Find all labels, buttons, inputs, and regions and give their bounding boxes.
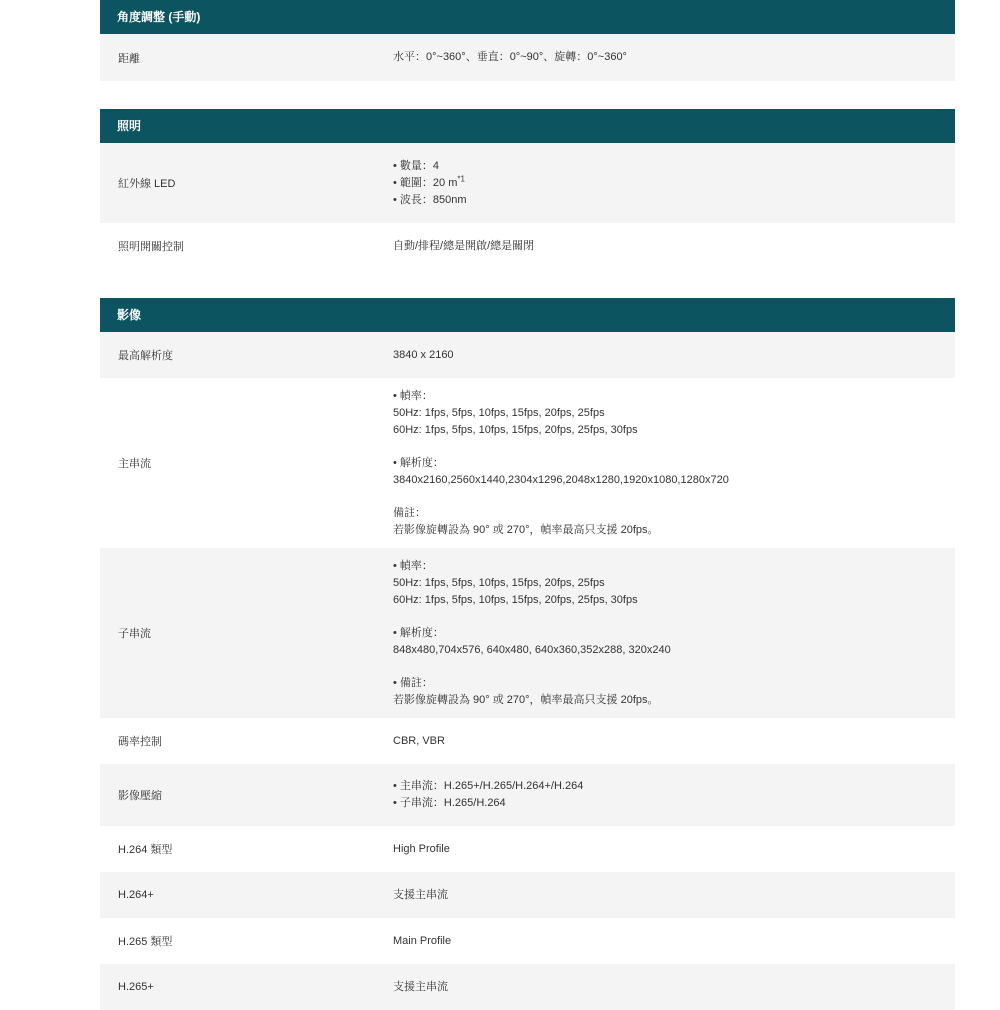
resolution-title: • 解析度： (393, 626, 444, 639)
section-angle (100, 0, 955, 81)
spec-label: 主串流 (118, 458, 151, 470)
ir-range: • 範圍：20 $m^{*1}$ (393, 173, 465, 189)
spec-value (375, 548, 955, 718)
spec-value (375, 764, 955, 826)
resolution-list: 3840x2160,2560x1440,2304x1296,2048x1280,1920x1080,1280x720 (393, 473, 729, 486)
fps-50hz: 50Hz: 1fps, 5fps, 10fps, 15fps, 20fps, 25fps (393, 576, 605, 589)
fps-50hz: 50Hz: 1fps, 5fps, 10fps, 15fps, 20fps, 25fps (393, 406, 605, 419)
spec-value: High Profile (393, 842, 450, 855)
spec-row-h265-type (100, 918, 955, 964)
note-text: 若影像旋轉設為 90° 或 270°，幀率最高只支援 20fps。 (393, 523, 659, 536)
spec-value: 水平：0°~360°、垂直：0°~90°、旋轉：0°~360° (393, 51, 627, 63)
spec-value: 3840 x 2160 (393, 348, 454, 361)
spec-label: 碼率控制 (118, 736, 162, 748)
compression-main: • 主串流：H.265+/H.265/H.264+/H.264 (393, 780, 584, 792)
spec-label: 影像壓縮 (118, 790, 162, 802)
compression-sub: • 子串流：H.265/H.264 (393, 797, 506, 809)
footnote-marker: *1 (457, 173, 465, 183)
spec-row-distance (100, 34, 955, 81)
section-lighting (100, 109, 955, 269)
spec-row-sub-stream (100, 548, 955, 718)
spec-value: 支援主串流 (393, 888, 448, 901)
ir-wavelength: • 波長：850nm (393, 193, 467, 206)
fps-title: • 幀率： (393, 559, 433, 572)
spec-label: 照明開關控制 (118, 241, 184, 253)
spec-value: CBR, VBR (393, 734, 445, 747)
spec-label: 紅外線 LED (118, 178, 176, 190)
spec-row-max-resolution (100, 332, 955, 378)
spec-row-compression (100, 764, 955, 826)
spec-value: Main Profile (393, 934, 452, 947)
spec-label: H.264+ (118, 889, 154, 901)
spec-row-main-stream (100, 378, 955, 548)
spec-value (375, 143, 955, 223)
spec-value (375, 378, 955, 548)
section-header-video: 影像 (100, 298, 955, 332)
note-title: 備註： (393, 506, 426, 519)
section-header-lighting: 照明 (100, 109, 955, 143)
spec-label: 距離 (118, 52, 140, 65)
spec-label: H.265+ (118, 981, 154, 993)
spec-row-light-control (100, 223, 955, 269)
spec-label: H.264 類型 (118, 844, 173, 856)
ir-count: • 數量：4 (393, 159, 440, 172)
spec-row-h264-plus (100, 872, 955, 918)
resolution-list: 848x480,704x576, 640x480, 640x360,352x288, 320x240 (393, 643, 671, 656)
spec-label: H.265 類型 (118, 936, 173, 948)
spec-row-h264-type (100, 826, 955, 872)
spec-label: 子串流 (118, 628, 151, 640)
fps-60hz: 60Hz: 1fps, 5fps, 10fps, 15fps, 20fps, 25fps, 30fps (393, 423, 638, 436)
fps-title: • 幀率： (393, 389, 433, 402)
resolution-title: • 解析度： (393, 456, 444, 469)
section-video (100, 298, 955, 1010)
spec-row-bitrate (100, 718, 955, 764)
spec-value: 自動/排程/總是開啟/總是關閉 (393, 239, 535, 252)
fps-60hz: 60Hz: 1fps, 5fps, 10fps, 15fps, 20fps, 25fps, 30fps (393, 593, 638, 606)
note-text: 若影像旋轉設為 90° 或 270°，幀率最高只支援 20fps。 (393, 693, 659, 706)
spec-row-h265-plus (100, 964, 955, 1010)
spec-row-ir-led (100, 143, 955, 223)
spec-value: 支援主串流 (393, 980, 448, 993)
spec-label: 最高解析度 (118, 350, 173, 362)
note-title: • 備註： (393, 676, 433, 689)
section-header-angle: 角度調整 (手動) (100, 0, 955, 34)
